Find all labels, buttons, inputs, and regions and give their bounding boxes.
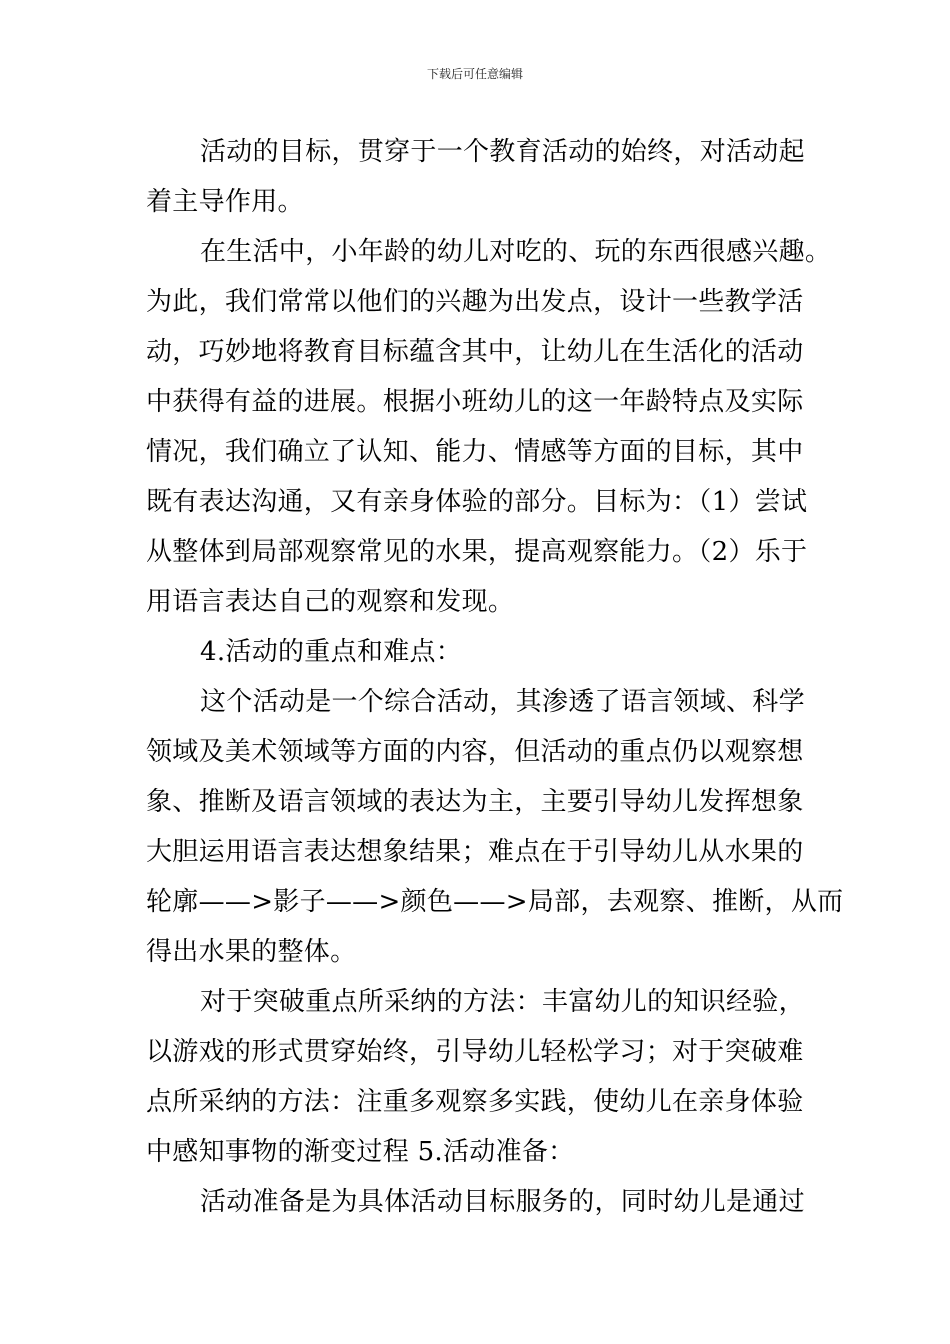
text-line: 中获得有益的进展。根据小班幼儿的这一年龄特点及实际 <box>146 387 804 417</box>
text-line: 用语言表达自己的观察和发现。 <box>146 587 515 617</box>
section-heading: 4.活动的重点和难点： <box>200 637 463 667</box>
text-line: 这个活动是一个综合活动，其渗透了语言领域、科学 <box>200 687 805 717</box>
text-line: 得出水果的整体。 <box>146 937 357 967</box>
text-line: 点所采纳的方法：注重多观察多实践，使幼儿在亲身体验 <box>146 1087 804 1117</box>
text-line: 领域及美术领域等方面的内容，但活动的重点仍以观察想 <box>146 737 804 767</box>
text-line: 象、推断及语言领域的表达为主，主要引导幼儿发挥想象 <box>146 787 804 817</box>
text-line: 活动准备是为具体活动目标服务的，同时幼儿是通过 <box>200 1187 805 1217</box>
text-line: 着主导作用。 <box>146 187 304 217</box>
text-line: 以游戏的形式贯穿始终，引导幼儿轻松学习；对于突破难 <box>146 1037 804 1067</box>
text-line: 动，巧妙地将教育目标蕴含其中，让幼儿在生活化的活动 <box>146 337 804 367</box>
text-line: 对于突破重点所采纳的方法：丰富幼儿的知识经验， <box>200 987 805 1017</box>
page-header: 下载后可任意编辑 <box>426 67 523 81</box>
text-line: 大胆运用语言表达想象结果；难点在于引导幼儿从水果的 <box>146 837 804 867</box>
text-line: 既有表达沟通，又有亲身体验的部分。目标为：（1）尝试 <box>146 487 808 517</box>
text-line: 中感知事物的渐变过程 5.活动准备： <box>146 1137 575 1167</box>
text-line: 为此，我们常常以他们的兴趣为出发点，设计一些教学活 <box>146 287 804 317</box>
text-line: 活动的目标，贯穿于一个教育活动的始终，对活动起 <box>200 137 805 167</box>
text-line: 在生活中，小年龄的幼儿对吃的、玩的东西很感兴趣。 <box>200 237 832 267</box>
text-line: 轮廓——>影子——>颜色——>局部，去观察、推断，从而 <box>146 887 844 917</box>
text-line: 情况，我们确立了认知、能力、情感等方面的目标，其中 <box>146 437 804 467</box>
document-body <box>146 127 844 1227</box>
text-line: 从整体到局部观察常见的水果，提高观察能力。（2）乐于 <box>146 537 808 567</box>
